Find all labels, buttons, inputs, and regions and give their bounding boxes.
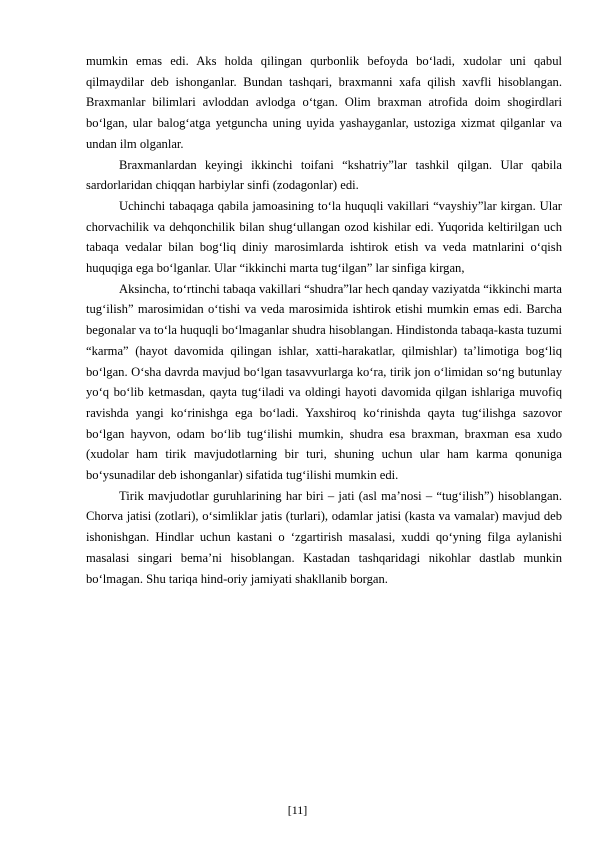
paragraph-2: Braxmanlardan keyingi ikkinchi toifani “kshatriy”lar tashkil qilgan. Ular qabila sardorlaridan chiqqan harbiylar sinfi (zodagonlar) edi.	[86, 157, 562, 193]
page-number: [11]	[287, 803, 308, 817]
paragraph-3: Uchinchi tabaqaga qabila jamoasining to‘la huquqli vakillari “vayshiy”lar kirgan. Ular chorvachilik va dehqonchilik bilan shug‘ullangan ozod kishilar edi. Yuqorida keltirilgan uch tabaqa vedalar bilan bog‘liq diniy marosimlarda ishtirok etish va veda matnlarini o‘qish huquqiga ega bo‘lganlar. Ular “ikkinchi marta tug‘ilgan” lar sinfiga kirgan,	[86, 198, 562, 276]
paragraph-4: Aksincha, to‘rtinchi tabaqa vakillari “shudra”lar hech qanday vaziyatda “ikkinchi marta tug‘ilish” marosimidan o‘tishi va veda marosimida ishtirok etishi mumkin emas edi. Barcha begonalar va to‘la huquqli bo‘lmaganlar shudra hisoblangan. Hindistonda tabaqa-kasta tuzumi “karma” (hayot davomida qilingan ishlar, xatti-harakatlar, qilmishlar) ta’limotiga bog‘liq bo‘lgan. O‘sha davrda mavjud bo‘lgan tasavvurlarga ko‘ra, tirik jon o‘limidan so‘ng butunlay yo‘q bo‘lib ketmasdan, qayta tug‘iladi va oldingi hayoti davomida qilgan ishlariga muvofiq ravishda yangi ko‘rinishga ega bo‘ladi. Yaxshiroq ko‘rinishda qayta tug‘ilishga sazovor bo‘lgan hayvon, odam bo‘lib tug‘ilishi mumkin, shudra esa braxman, braxman esa xudo (xudolar ham tirik mavjudotlarning bir turi, shuning uchun ular ham karma qonuniga bo‘ysunadilar deb ishonganlar) sifatida tug‘ilishi mumkin edi.	[86, 281, 562, 483]
paragraph-1: mumkin emas edi. Aks holda qilingan qurbonlik befoyda bo‘ladi, xudolar uni qabul qilmaydilar deb ishonganlar. Bundan tashqari, braxmanni xafa qilish xavfli hisoblangan. Braxmanlar bilimlari avloddan avlodga o‘tgan. Olim braxman atrofida doim shogirdlari bo‘lgan, ular balog‘atga yetguncha uning uyida yashayganlar, ustoziga xizmat qilganlar va undan ilm olganlar.	[86, 54, 562, 151]
document-body	[86, 51, 562, 589]
paragraph-5: Tirik mavjudotlar guruhlarining har biri – jati (asl ma’nosi – “tug‘ilish”) hisoblangan. Chorva jatisi (zotlari), o‘simliklar jatis (turlari), odamlar jatisi (kasta va vamalar) mavjud deb ishonishgan. Hindlar uchun kastani o ‘zgartirish masalasi, xuddi qo‘yning filga aylanishi masalasi singari bema’ni hisoblangan. Kastadan tashqaridagi nikohlar dastlab munkin bo‘lmagan. Shu tariqa hind-oriy jamiyati shakllanib borgan.	[86, 488, 562, 586]
